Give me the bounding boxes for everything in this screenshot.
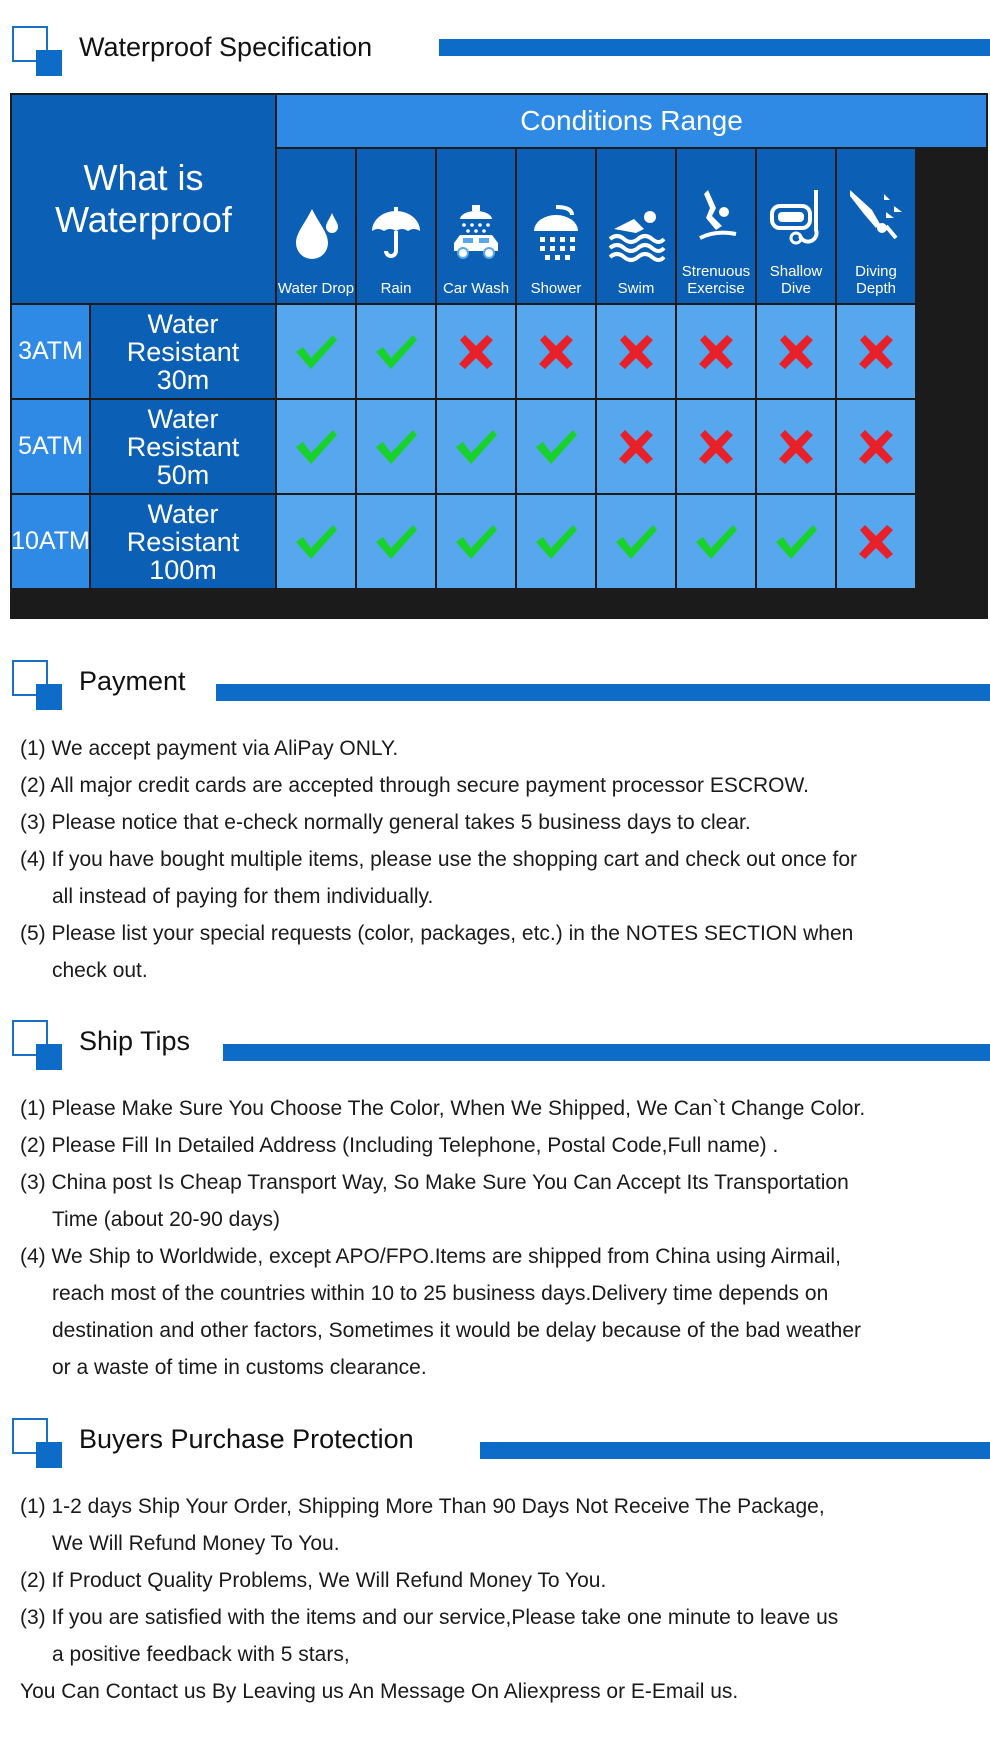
water-resistance-cell: Water Resistant 50m [91,400,275,493]
list-item: (2) Please Fill In Detailed Address (Including Telephone, Postal Code,Full name) . [20,1134,779,1157]
umbrella-icon [366,203,426,280]
section-divider-bar [439,39,990,56]
shower-icon [526,203,586,280]
contact-note: You Can Contact us By Leaving us An Message On Aliexpress or E-Email us. [20,1680,739,1703]
condition-label: Shower [530,280,582,297]
section-logo-icon [12,1020,64,1072]
cross-icon [757,305,835,398]
check-icon [517,495,595,588]
condition-label: Car Wash [442,280,510,297]
condition-column-header [677,149,755,303]
cross-icon [517,305,595,398]
check-icon [357,495,435,588]
list-item: (3) If you are satisfied with the items and our service,Please take one minute to leave us a positive feedback with 5 stars, [20,1606,839,1666]
check-icon [357,400,435,493]
cross-icon [677,305,755,398]
cross-icon [837,305,915,398]
condition-column-header [757,149,835,303]
section-logo-icon [12,1418,64,1470]
condition-label: Diving Depth [855,263,897,297]
condition-column-header [837,149,915,303]
check-icon [757,495,835,588]
check-icon [677,495,755,588]
corner-title-line2: Waterproof [55,199,232,240]
water-resistance-cell: Water Resistant 30m [91,305,275,398]
condition-label: Water Drop [277,280,355,297]
table-corner-title [12,95,275,303]
cross-icon [837,495,915,588]
condition-column-header [277,149,355,303]
payment-section-header [12,660,990,712]
cross-icon [437,305,515,398]
list-item: (4) If you have bought multiple items, please use the shopping cart and check out once for all instead of paying for them individually. [20,848,857,908]
section-logo-icon [12,660,64,712]
check-icon [517,400,595,493]
atm-rating-cell: 10ATM [12,495,89,588]
check-icon [357,305,435,398]
snorkel-mask-icon [766,186,826,263]
list-item: (2) All major credit cards are accepted through secure payment processor ESCROW. [20,774,809,797]
scuba-diver-icon [846,186,906,263]
section-divider-bar [223,1044,990,1061]
list-item: (4) We Ship to Worldwide, except APO/FPO.Items are shipped from China using Airmail, reach most of the countries within 10 to 25 business days.Delivery time depends on destination and other factors, Sometimes it would be delay because of the bad weather or a waste of time in customs clearance. [20,1245,861,1379]
ship-tips-section-header [12,1020,990,1072]
list-item: (5) Please list your special requests (color, packages, etc.) in the NOTES SECTION when check out. [20,922,854,982]
cross-icon [597,305,675,398]
condition-label: Rain [380,280,412,297]
check-icon [277,305,355,398]
water-drop-icon [286,203,346,280]
condition-label: Shallow Dive [769,263,823,297]
check-icon [437,495,515,588]
check-icon [597,495,675,588]
conditions-range-header: Conditions Range [277,95,986,147]
car-wash-icon [446,203,506,280]
payment-list [20,730,980,989]
list-item: (1) 1-2 days Ship Your Order, Shipping More Than 90 Days Not Receive The Package, We Will Refund Money To You. [20,1495,825,1555]
section-divider-bar [216,684,990,701]
section-title: Payment [79,666,186,696]
list-item: (1) Please Make Sure You Choose The Color, When We Shipped, We Can`t Change Color. [20,1097,866,1120]
check-icon [277,495,355,588]
swim-icon [606,203,666,280]
condition-column-header [517,149,595,303]
cross-icon [597,400,675,493]
list-item: (3) Please notice that e-check normally general takes 5 business days to clear. [20,811,751,834]
section-title: Waterproof Specification [79,32,373,62]
section-title: Buyers Purchase Protection [79,1424,414,1454]
buyers-section-header [12,1418,990,1470]
section-logo-icon [12,26,64,78]
condition-label: Swim [617,280,655,297]
condition-label: Strenuous Exercise [681,263,751,297]
buyers-protection-list [20,1488,980,1710]
section-divider-bar [480,1442,990,1459]
list-item: (2) If Product Quality Problems, We Will Refund Money To You. [20,1569,607,1592]
ship-tips-list [20,1090,980,1386]
section-title: Ship Tips [79,1026,191,1056]
water-resistance-cell: Water Resistant 100m [91,495,275,588]
condition-column-header [357,149,435,303]
atm-rating-cell: 3ATM [12,305,89,398]
list-item: (3) China post Is Cheap Transport Way, So Make Sure You Can Accept Its Transportation Time (about 20-90 days) [20,1171,849,1231]
diving-jump-icon [686,186,746,263]
check-icon [277,400,355,493]
atm-rating-cell: 5ATM [12,400,89,493]
corner-title-line1: What is [83,157,204,198]
list-item: (1) We accept payment via AliPay ONLY. [20,737,399,760]
waterproof-table [10,93,988,619]
cross-icon [677,400,755,493]
waterproof-section-header [12,26,990,78]
check-icon [437,400,515,493]
condition-column-header [597,149,675,303]
cross-icon [837,400,915,493]
condition-column-header [437,149,515,303]
cross-icon [757,400,835,493]
